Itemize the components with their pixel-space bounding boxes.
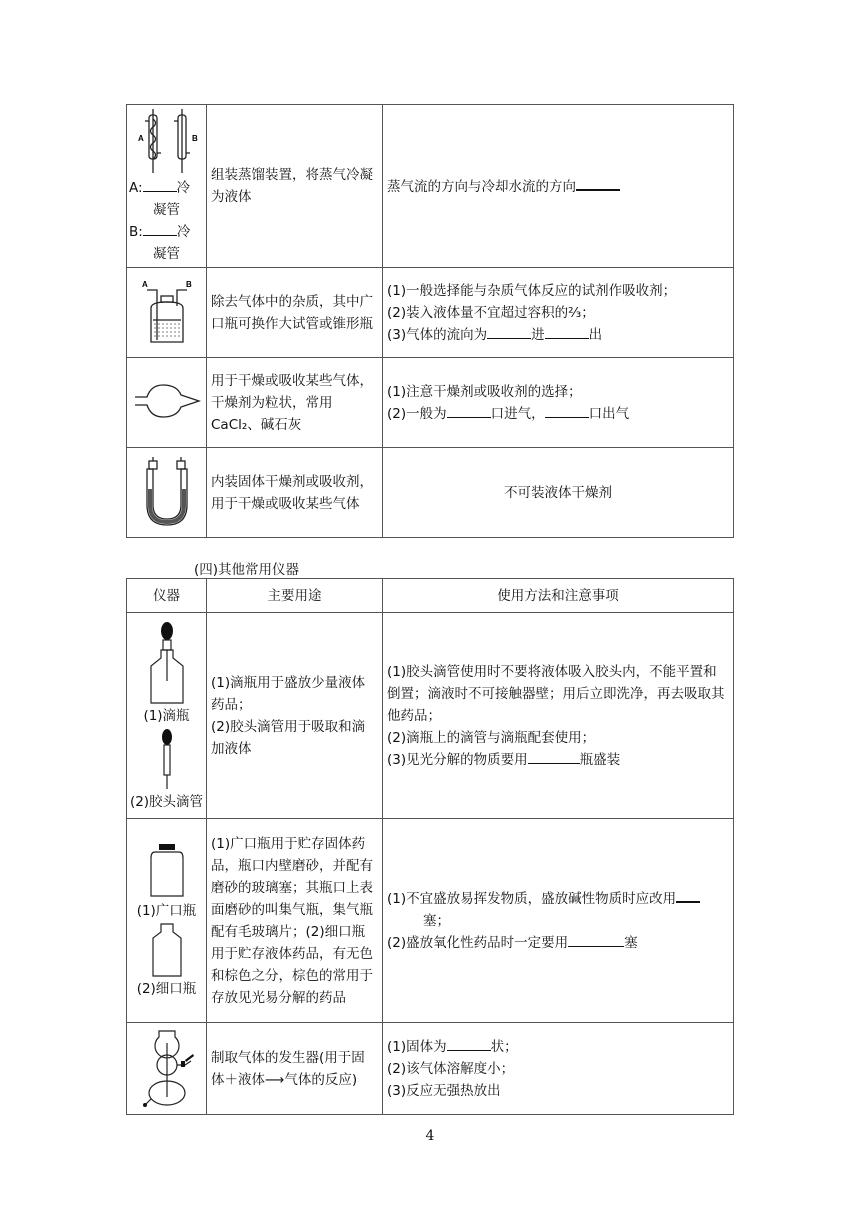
drying-tube-row [127,358,734,448]
condenser-row [127,105,734,268]
wash-bottle-note: (1)一般选择能与杂质气体反应的试剂作吸收剂； (2)装入液体量不宜超过容积的⅔； (3)气体的流向为 进 出 [383,268,734,358]
dropper-cell [127,613,207,819]
condenser-use: 组装蒸馏装置，将蒸气冷凝为液体 [207,105,383,268]
bottles-use: (1)广口瓶用于贮存固体药品，瓶口内壁磨砂，并配有磨砂的玻璃塞；其瓶口上表面磨砂的叫集气瓶，集气瓶配有毛玻璃片；(2)细口瓶用于贮存液体药品，有无色和棕色之分，棕色的常用于存放见光易分解的药品 [207,819,383,1023]
u-tube-use: 内装固体干燥剂或吸收剂，用于干燥或吸收某些气体 [207,448,383,538]
wash-bottle-row [127,268,734,358]
apparatus-table-continued [126,104,734,538]
header-use: 主要用途 [207,579,383,613]
narrow-mouth-bottle-icon [147,922,187,978]
bottles-row [127,819,734,1023]
kipp-use: 制取气体的发生器(用于固体＋液体⟶气体的反应) [207,1023,383,1115]
header-notes: 使用方法和注意事项 [383,579,734,613]
drying-tube-cell [127,358,207,448]
dropper-caption: (2)胶头滴管 [129,793,204,810]
wash-bottle-cell [127,268,207,358]
condenser-cell: A B A: 冷 凝管 B: 冷 凝管 [127,105,207,268]
page-number: 4 [425,1128,435,1144]
other-apparatus-table [126,578,734,1115]
u-tube-icon [137,455,197,531]
bottles-cell [127,819,207,1023]
svg-text:A: A [137,134,144,143]
narrow-mouth-caption: (2)细口瓶 [136,980,197,997]
u-tube-note: 不可装液体干燥剂 [383,448,734,538]
dropper-use: (1)滴瓶用于盛放少量液体药品； (2)胶头滴管用于吸取和滴加液体 [207,613,383,819]
bottles-note: (1)不宜盛放易挥发物质，盛放碱性物质时应改用 塞； (2)盛放氧化性药品时一定要用 塞 [383,819,734,1023]
drying-tube-use: 用于干燥或吸收某些气体，干燥剂为粒状，常用 CaCl₂、碱石灰 [207,358,383,448]
kipp-cell [127,1023,207,1115]
rubber-dropper-icon [157,727,177,791]
wide-mouth-bottle-icon [147,842,187,900]
kipp-generator-icon [135,1027,199,1111]
dropping-bottle-caption: (1)滴瓶 [143,707,190,724]
svg-text:B: B [191,134,198,143]
section-title: (四)其他常用仪器 [194,562,300,578]
dropping-bottle-icon [147,619,187,705]
header-apparatus: 仪器 [127,579,207,613]
kipp-note: (1)固体为 状； (2)该气体溶解度小； (3)反应无强热放出 [383,1023,734,1115]
wide-mouth-caption: (1)广口瓶 [136,902,197,919]
svg-text:B: B [185,279,192,289]
condenser-icon [132,107,202,177]
dropper-note: (1)胶头滴管使用时不要将液体吸入胶头内，不能平置和倒置；滴液时不可接触器壁；用后立即洗净，再去吸取其他药品； (2)滴瓶上的滴管与滴瓶配套使用； (3)见光分解的物质要用 瓶盛装 [383,613,734,819]
gas-washing-bottle-icon [137,278,197,348]
svg-text:A: A [141,279,148,289]
condenser-note: 蒸气流的方向与冷却水流的方向 [383,105,734,268]
wash-bottle-use: 除去气体中的杂质，其中广口瓶可换作大试管或锥形瓶 [207,268,383,358]
drying-tube-icon [131,378,203,428]
u-tube-cell [127,448,207,538]
header-row [127,579,734,613]
kipp-row [127,1023,734,1115]
drying-tube-note: (1)注意干燥剂或吸收剂的选择； (2)一般为 口进气， 口出气 [383,358,734,448]
u-tube-row [127,448,734,538]
dropper-row [127,613,734,819]
